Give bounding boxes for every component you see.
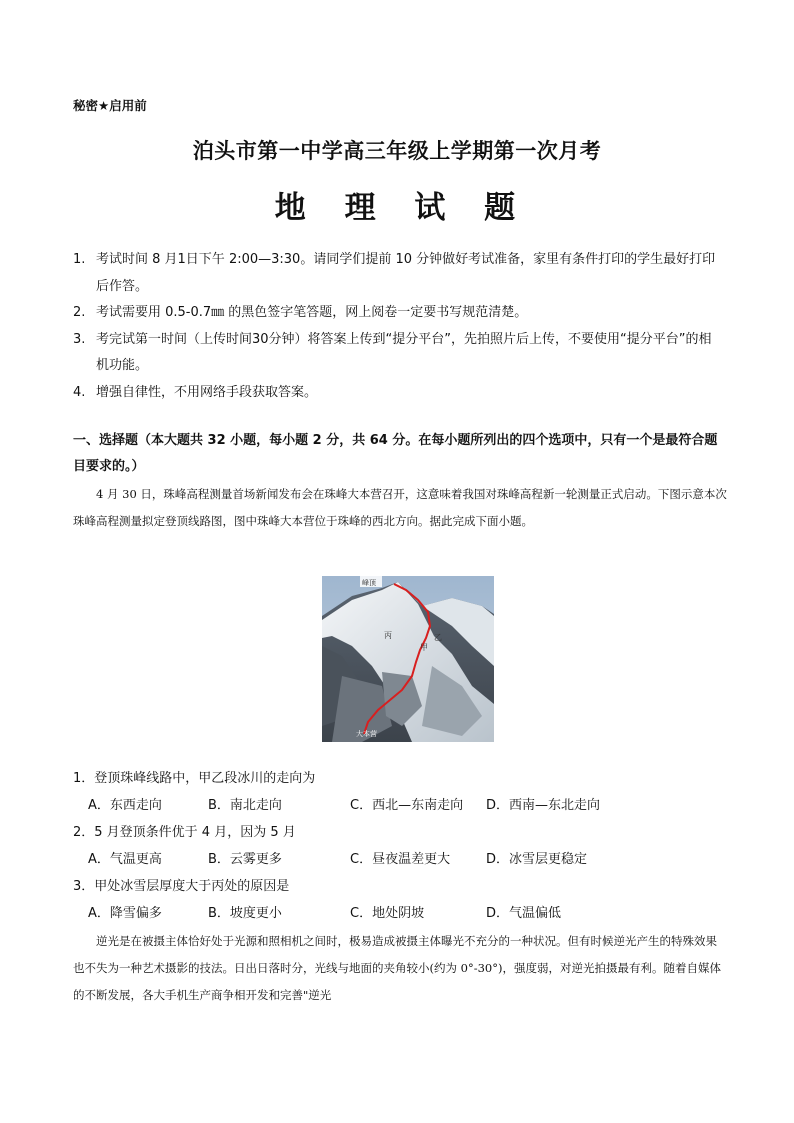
instruction-number: 1. (73, 252, 86, 267)
option-b: B．坡度更小 (208, 906, 282, 921)
question-1-stem: 1．登顶珠峰线路中，甲乙段冰川的走向为 (73, 771, 316, 786)
instruction-number: 2. (73, 305, 86, 320)
exam-subtitle: 地 理 试 题 (274, 190, 530, 226)
option-a: A．降雪偏多 (88, 906, 162, 921)
instruction-item (73, 380, 723, 407)
reading-passage-everest: 4 月 30 日，珠峰高程测量首场新闻发布会在珠峰大本营召开，这意味着我国对珠峰高程新一轮测量正式启动。下图示意本次珠峰高程测量拟定登顶线路图，图中珠峰大本营位于珠峰的西北方向。据此完成下面小题。 (73, 487, 727, 528)
label-peak: 峰顶 (362, 579, 376, 587)
instruction-number: 4. (73, 384, 86, 400)
option-a: A．气温更高 (88, 852, 162, 867)
secret-mark: 秘密★启用前 (73, 98, 147, 113)
instruction-text: 增强自律性，不用网络手段获取答案。 (96, 384, 318, 400)
label-jia: 甲 (420, 643, 428, 652)
instruction-text: 考试需要用 0.5-0.7㎜ 的黑色签字笔答题，网上阅卷一定要书写规范清楚。 (96, 305, 528, 320)
everest-route-map (322, 576, 494, 742)
label-base-camp: 大本营 (356, 730, 377, 738)
section-heading: 一、选择题（本大题共 32 小题，每小题 2 分，共 64 分。在每小题所列出的四个选项中，只有一个是最符合题目要求的。） (73, 433, 718, 474)
instructions-list (73, 247, 723, 406)
option-d: D．冰雪层更稳定 (486, 852, 588, 867)
option-d: D．西南—东北走向 (486, 798, 601, 813)
instruction-text: 考试时间 8 月1日下午 2:00—3:30。请同学们提前 10 分钟做好考试准备，家里有条件打印的学生最好打印后作答。 (96, 252, 716, 294)
option-c: C．地处阴坡 (350, 906, 425, 921)
label-bing: 丙 (384, 631, 392, 640)
instruction-item (73, 300, 723, 327)
reading-passage-backlight: 逆光是在被摄主体恰好处于光源和照相机之间时，极易造成被摄主体曝光不充分的一种状况。但有时候逆光产生的特殊效果也不失为一种艺术摄影的技法。日出日落时分，光线与地面的夹角较小(约为 0°-30°)，强度弱，对逆光拍摄最有利。随着自媒体的不断发展，各大手机生产商争相开发和完善"逆光 (73, 934, 721, 1002)
option-c: C．昼夜温差更大 (350, 852, 451, 867)
question-2-stem: 2．5 月登顶条件优于 4 月，因为 5 月 (73, 825, 296, 840)
instruction-number: 3. (73, 331, 86, 347)
question-3-stem: 3．甲处冰雪层厚度大于丙处的原因是 (73, 879, 290, 894)
option-c: C．西北—东南走向 (350, 798, 464, 813)
option-d: D．气温偏低 (486, 906, 562, 921)
exam-title: 泊头市第一中学高三年级上学期第一次月考 (192, 138, 602, 163)
option-a: A．东西走向 (88, 798, 162, 813)
option-b: B．云雾更多 (208, 852, 282, 867)
option-b: B．南北走向 (208, 798, 282, 813)
instruction-item (73, 247, 723, 300)
label-yi: 乙 (434, 633, 442, 642)
instruction-item (73, 327, 723, 380)
instruction-text: 考完试第一时间（上传时间30分钟）将答案上传到“提分平台”，先拍照片后上传，不要使用“提分平台”的相机功能。 (96, 331, 712, 373)
